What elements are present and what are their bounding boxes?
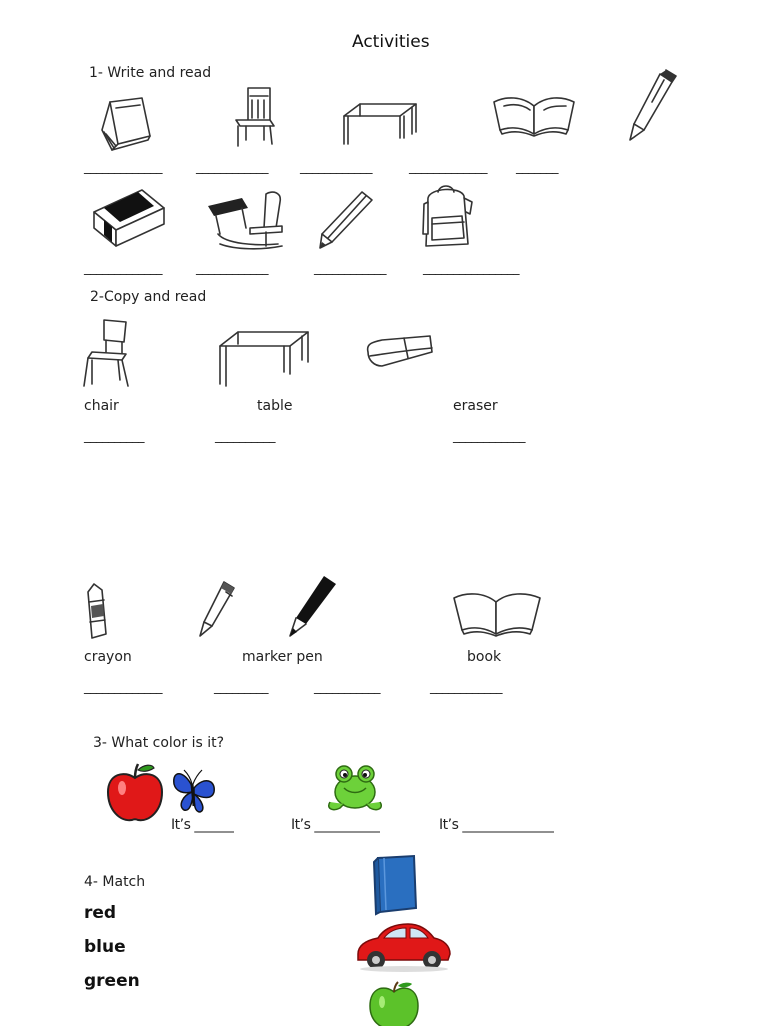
vocab-word: marker pen [242,649,323,665]
match-word-green[interactable]: green [84,971,140,991]
table-icon [342,102,418,148]
section4-heading: 4- Match [84,874,146,890]
school-desk-icon [206,188,286,252]
answer-blank[interactable]: _____________ [409,160,487,175]
vocab-word: eraser [453,398,498,414]
apple-icon[interactable] [368,980,420,1026]
vocab-word: crayon [84,649,132,665]
open-book-icon [452,590,542,638]
answer-blank[interactable]: ____________ [453,429,525,444]
answer-blank[interactable]: __________ [215,429,275,444]
color-answer[interactable]: It’s ______________ [439,817,554,833]
eraser-icon [90,186,168,250]
marker-pen-icon [198,580,238,640]
pen-icon [626,68,678,144]
answer-blank[interactable]: _____________ [84,160,162,175]
butterfly-icon [170,766,216,816]
answer-blank[interactable]: ___________ [314,680,380,695]
answer-blank[interactable]: ________________ [423,261,519,276]
eraser-icon [364,334,434,370]
vocab-word: table [257,398,293,414]
answer-blank[interactable]: _______ [516,160,558,175]
pen-icon [288,574,338,640]
match-word-blue[interactable]: blue [84,937,126,957]
answer-blank[interactable]: ____________ [314,261,386,276]
page-title: Activities [352,32,430,52]
answer-blank[interactable]: _____________ [84,680,162,695]
answer-blank[interactable]: ____________ [300,160,372,175]
pencil-icon [318,190,374,252]
answer-blank[interactable]: __________ [84,429,144,444]
frog-icon [324,762,386,814]
answer-blank[interactable]: ____________ [196,160,268,175]
open-book-icon [492,94,576,138]
color-answer[interactable]: It’s __________ [291,817,380,833]
backpack-icon [420,184,476,250]
match-word-red[interactable]: red [84,903,117,923]
answer-blank[interactable]: ____________ [430,680,502,695]
color-answer[interactable]: It’s ______ [171,817,234,833]
chair-icon [82,318,134,388]
apple-icon [106,762,164,824]
section1-heading: 1- Write and read [89,65,212,81]
section3-heading: 3- What color is it? [93,735,225,751]
vocab-word: chair [84,398,119,414]
blue-notebook-icon[interactable] [372,854,418,914]
section2-heading: 2-Copy and read [90,289,207,305]
book-icon [98,96,154,154]
answer-blank[interactable]: _____________ [84,261,162,276]
vocab-word: book [467,649,502,665]
crayon-icon [84,582,110,640]
red-car-icon[interactable] [354,922,452,972]
table-icon [218,330,310,388]
chair-icon [234,86,276,148]
answer-blank[interactable]: ____________ [196,261,268,276]
answer-blank[interactable]: _________ [214,680,268,695]
